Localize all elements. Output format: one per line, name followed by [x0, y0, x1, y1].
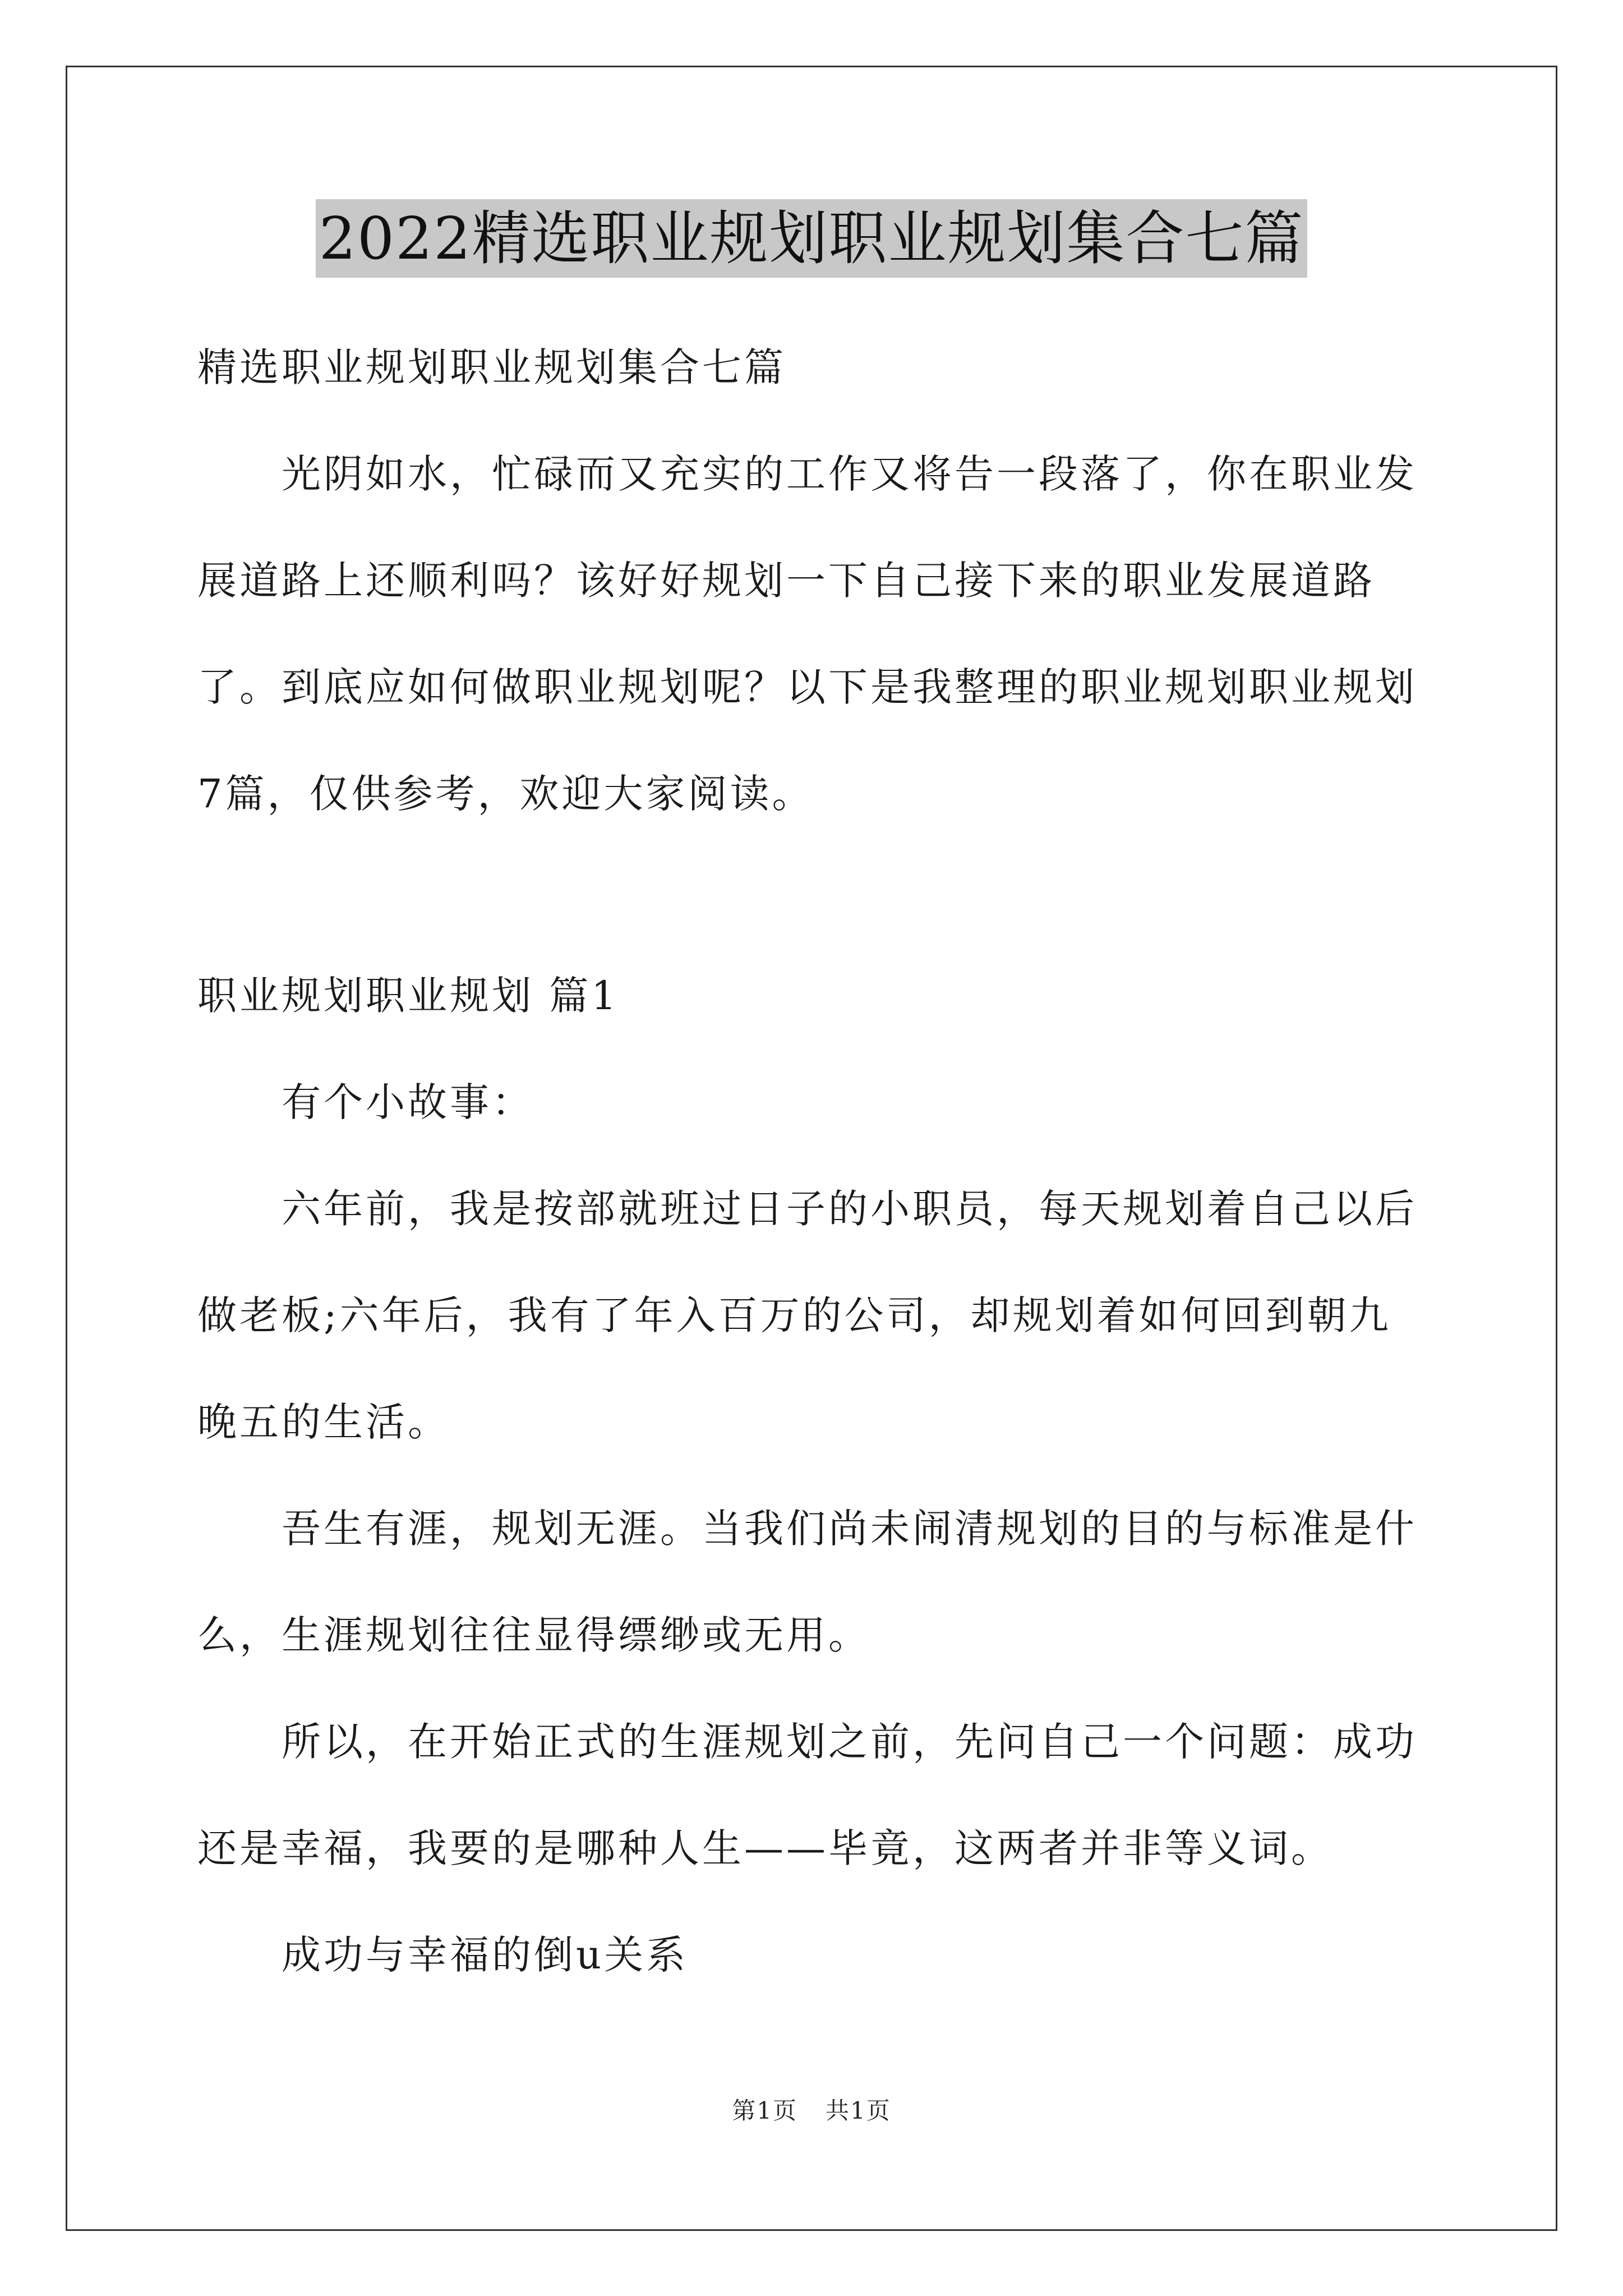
body-paragraph: 所以，在开始正式的生涯规划之前，先问自己一个问题：成功还是幸福，我要的是哪种人生——毕竟，这两者并非等义词。 — [197, 1719, 1417, 1871]
page-total: 共1页 — [826, 2097, 891, 2124]
section-heading: 职业规划职业规划 篇1 — [197, 973, 619, 1019]
page-number: 第1页 — [732, 2097, 797, 2124]
body-paragraph: 有个小故事： — [282, 1079, 534, 1125]
body-paragraph: 六年前，我是按部就班过日子的小职员，每天规划着自己以后做老板;六年后，我有了年入百万的公司，却规划着如何回到朝九晚五的生活。 — [197, 1186, 1417, 1445]
page-footer — [0, 2092, 1623, 2126]
body-paragraph: 成功与幸福的倒u关系 — [282, 1932, 689, 1978]
section-gap — [197, 847, 1431, 942]
title-container — [0, 199, 1623, 278]
subtitle-paragraph: 精选职业规划职业规划集合七篇 — [197, 344, 786, 390]
body-paragraph: 吾生有涯，规划无涯。当我们尚未闹清规划的目的与标准是什么，生涯规划往往显得缥缈或无用。 — [197, 1506, 1417, 1658]
document-title: 2022精选职业规划职业规划集合七篇 — [316, 199, 1308, 278]
intro-paragraph: 光阴如水，忙碌而又充实的工作又将告一段落了，你在职业发展道路上还顺利吗？该好好规划一下自己接下来的职业发展道路了。到底应如何做职业规划呢？以下是我整理的职业规划职业规划7篇，仅供参考，欢迎大家阅读。 — [197, 451, 1417, 817]
document-body — [197, 314, 1431, 2008]
